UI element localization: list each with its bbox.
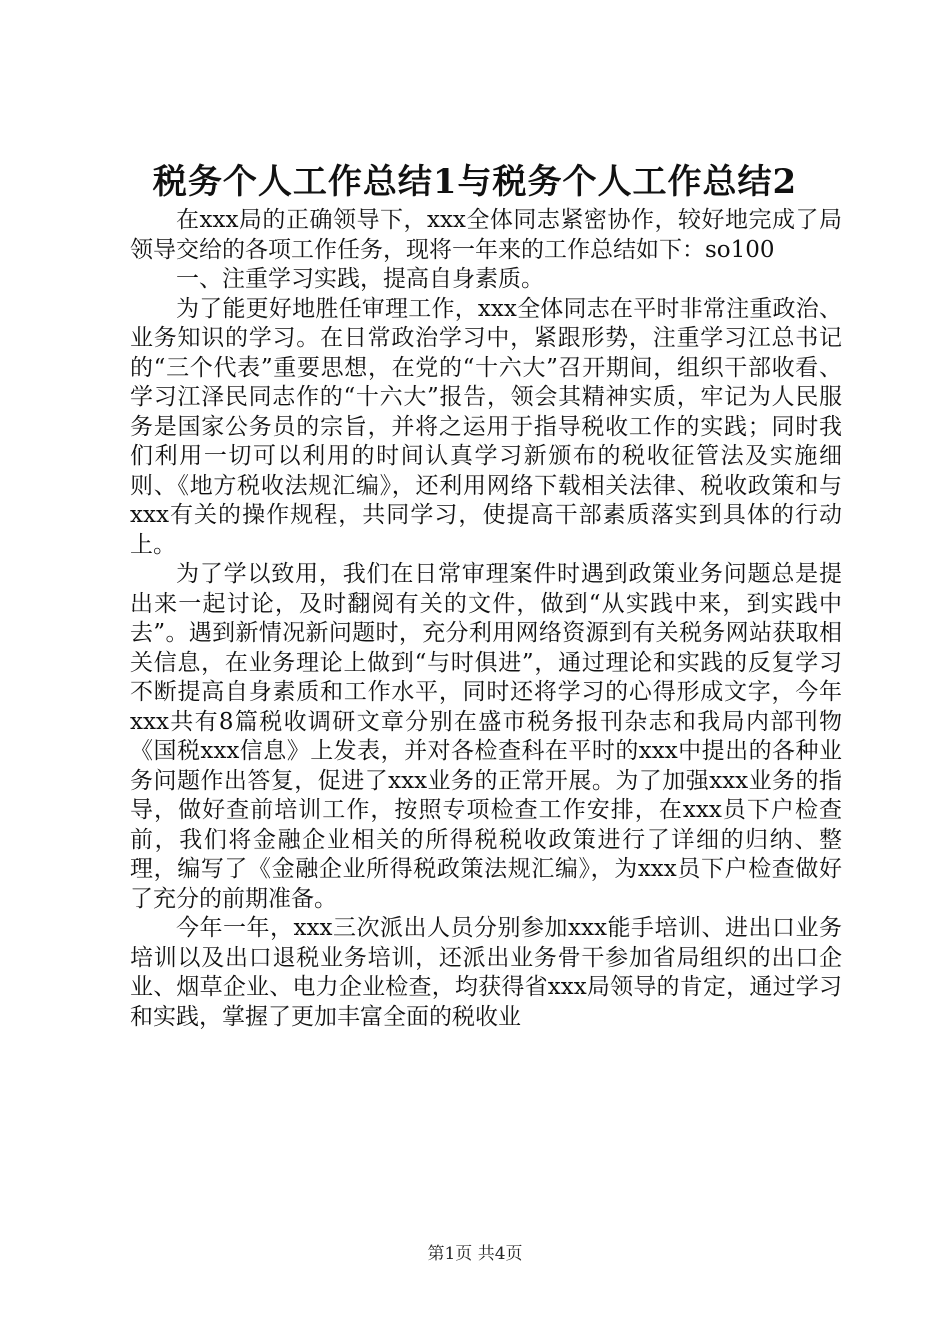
body-paragraph: 今年一年，xxx三次派出人员分别参加xxx能手培训、进出口业务培训以及出口退税业务培训，还派出业务骨干参加省局组织的出口企业、烟草企业、电力企业检查，均获得省xxx局领导的肯定，通过学习和实践，掌握了更加丰富全面的税收业 xyxy=(130,915,842,1030)
document-title: 税务个人工作总结1与税务个人工作总结2 xyxy=(152,162,798,202)
page-number-footer: 第1页 共4页 xyxy=(427,1244,523,1264)
section-heading: 一、注重学习实践，提高自身素质。 xyxy=(176,266,544,292)
body-paragraph: 为了能更好地胜任审理工作，xxx全体同志在平时非常注重政治、业务知识的学习。在日常政治学习中，紧跟形势，注重学习江总书记的“三个代表”重要思想，在党的“十六大”召开期间，组织干部收看、学习江泽民同志作的“十六大”报告，领会其精神实质，牢记为人民服务是国家公务员的宗旨，并将之运用于指导税收工作的实践；同时我们利用一切可以利用的时间认真学习新颁布的税收征管法及实施细则、《地方税收法规汇编》，还利用网络下载相关法律、税收政策和与xxx有关的操作规程，共同学习，使提高干部素质落实到具体的行动上。 xyxy=(130,295,842,558)
intro-paragraph: 在xxx局的正确领导下，xxx全体同志紧密协作，较好地完成了局领导交给的各项工作任务，现将一年来的工作总结如下：so100 xyxy=(130,207,842,263)
body-paragraph: 为了学以致用，我们在日常审理案件时遇到政策业务问题总是提出来一起讨论，及时翻阅有关的文件，做到“从实践中来，到实践中去”。遇到新情况新问题时，充分利用网络资源到有关税务网站获取相关信息，在业务理论上做到“与时俱进”，通过理论和实践的反复学习不断提高自身素质和工作水平，同时还将学习的心得形成文字，今年xxx共有8篇税收调研文章分别在盛市税务报刊杂志和我局内部刊物《国税xxx信息》上发表，并对各检查科在平时的xxx中提出的各种业务问题作出答复，促进了xxx业务的正常开展。为了加强xxx业务的指导，做好查前培训工作，按照专项检查工作安排，在xxx员下户检查前，我们将金融企业相关的所得税税收政策进行了详细的归纳、整理，编写了《金融企业所得税政策法规汇编》，为xxx员下户检查做好了充分的前期准备。 xyxy=(130,561,842,912)
document-body xyxy=(130,206,842,1032)
